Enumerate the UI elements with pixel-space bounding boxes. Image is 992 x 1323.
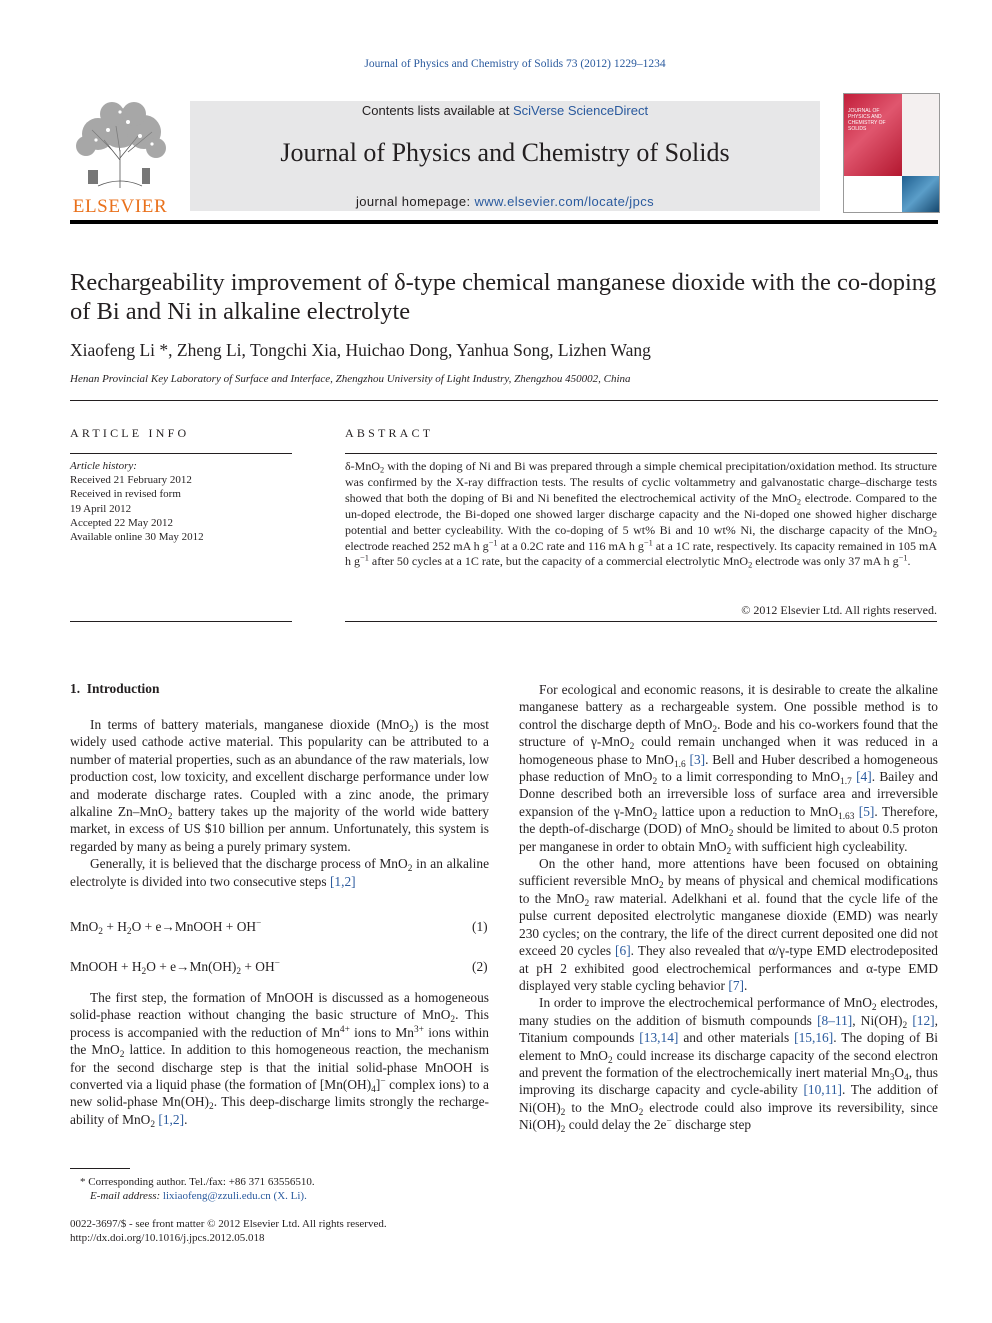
- elsevier-wordmark: ELSEVIER: [72, 196, 168, 217]
- elsevier-logo: [68, 100, 172, 217]
- abstract-bottom-rule: [345, 621, 937, 622]
- article-history: [70, 459, 295, 544]
- article-info-heading: ARTICLE INFO: [70, 426, 190, 440]
- issn-line: 0022-3697/$ - see front matter © 2012 Elsevier Ltd. All rights reserved.: [70, 1218, 387, 1230]
- section-heading: 1. Introduction: [70, 681, 160, 696]
- intro-paragraphs-left: In terms of battery materials, manganese dioxide (MnO$_2$) is the most widely used cathode active material. This popularity can be attributed to a number of material properties, such as an abundance of the raw materials, low production cost, low toxicity, and excellent discharge performance under low and moderate discharge rates. Coupled with a zinc anode, the primary alkaline Zn–MnO$_2$ battery takes up the majority of the world wide battery market, in excess of US $10 billion per annum. Unfortunately, this system is regarded by many as being a purely primary system. Generally, it is believed that the discharge process of MnO$_2$ in an alkaline electrolyte is divided into two consecutive steps [1,2]: [70, 717, 490, 889]
- abstract-text: δ-MnO$_2$ with the doping of Ni and Bi was prepared through a simple chemical precipitation/oxidation method. Its structure was confirmed by the X-ray diffraction tests. The results of cyclic voltammetry and galvanostatic charge–discharge tests showed that both the doping of Bi and Ni benefited the electrochemical activity of the MnO$_2$ electrode. Compared to the un-doped electrode, the Bi-doped one showed larger discharge capacity and the Ni-doped one showed higher discharge potential and better cycleability. With the co-doping of 5 wt% Bi and 10 wt% Ni, the discharge capacity of the MnO$_2$ electrode reached 252 mA h $g^{-1}$ at a 0.2C rate and 116 mA h $g^{-1}$ at a 1C rate, respectively. Its capacity remained in 105 mA h $g^{-1}$ after 50 cycles at a 1C rate, but the capacity of a commercial electrolytic MnO$_2$ electrode was only 37 mA h $g^{-1}$.: [345, 459, 937, 570]
- history-item: Received 21 February 2012: [70, 474, 192, 487]
- equation-2-number: (2): [472, 959, 488, 974]
- sciencedirect-link[interactable]: SciVerse ScienceDirect: [512, 103, 649, 118]
- abstract-heading: ABSTRACT: [345, 426, 434, 440]
- header-rule: [70, 220, 938, 224]
- corresponding-author-note: * Corresponding author. Tel./fax: +86 371 63556510.: [80, 1176, 315, 1188]
- title-rule: [70, 400, 938, 401]
- email-note: E-mail address: lixiaofeng@zzuli.edu.cn (X. Li).: [90, 1190, 307, 1202]
- history-item: Received in revised form: [70, 488, 181, 501]
- journal-title: Journal of Physics and Chemistry of Solids: [280, 138, 730, 167]
- contents-line: Contents lists available at SciVerse ScienceDirect: [361, 103, 649, 118]
- history-item: Available online 30 May 2012: [70, 531, 204, 544]
- elsevier-tree-icon: [68, 100, 172, 190]
- doi-link[interactable]: http://dx.doi.org/10.1016/j.jpcs.2012.05.018: [70, 1232, 265, 1244]
- equation-1-number: (1): [472, 919, 488, 934]
- abstract-rule: [345, 453, 937, 454]
- article-title: Rechargeability improvement of δ-type chemical manganese dioxide with the co-doping of Bi and Ni in alkaline electrolyte: [70, 269, 937, 325]
- history-item: Accepted 22 May 2012: [70, 516, 173, 529]
- homepage-link[interactable]: www.elsevier.com/locate/jpcs: [474, 194, 655, 209]
- intro-paragraph-step: The first step, the formation of MnOOH is discussed as a homogeneous solid-phase reaction without changing the basic structure of MnO$_2$. This process is accompanied with the reduction of $Mn^{4+}$ ions to $Mn^{3+}$ ions within the MnO$_2$ lattice. In addition to this homogeneous reaction, the mechanism for the second discharge step is that the initial solid-phase MnOOH is converted via a liquid phase (the formation of $[Mn(OH)_4]^-$ complex ions) to a new solid-phase $Mn(OH)_2$. This deep-discharge limits strongly the recharge-ability of MnO$_2$ [1,2].: [70, 990, 490, 1130]
- journal-cover: [843, 93, 940, 213]
- history-item: 19 April 2012: [70, 502, 132, 515]
- article-info-bottom-rule: [70, 621, 292, 622]
- footnote-rule: [70, 1168, 130, 1169]
- email-link[interactable]: lixiaofeng@zzuli.edu.cn (X. Li).: [162, 1190, 307, 1202]
- intro-paragraphs-right: For ecological and economic reasons, it is desirable to create the alkaline manganese battery as a rechargeable system. One possible method is to control the discharge depth of MnO$_2$. Bode and his co-workers found that the structure of γ-MnO$_2$ could remain unchanged when it was reduced in a homogeneous phase to MnO$_{1.6}$ [3]. Bell and Huber described a homogeneous phase reduction of MnO$_2$ to a limit corresponding to MnO$_{1.7}$ [4]. Bailey and Donne described both an irreversible loss of surface area and irreversible expansion of the γ-MnO$_2$ lattice upon a reduction to MnO$_{1.63}$ [5]. Therefore, the depth-of-discharge (DOD) of MnO$_2$ should be limited to about 0.5 proton per manganese in order to obtain MnO$_2$ with sufficient high cycleability. On the other hand, more attentions have been focused on obtaining sufficient reversible MnO$_2$ by means of physical and chemical modifications to the MnO$_2$ raw material. Adelkhani et al. found that the cycle life of the pulse current deposited electrolytic manganese dioxide (EMD) was nearly 230 cycles; on the contrary, the life of the direct current deposited one did not exceed 20 cycles [6]. They also revealed that α/γ-type EMD electrodeposited at pH 2 exhibited good electrochemical performances and α-type EMD displayed very stable cycling behavior [7]. In order to improve the electrochemical performance of MnO$_2$ electrodes, many studies on the addition of bismuth compounds [8–11], $Ni(OH)_2$ [12], Titanium compounds [13,14] and other materials [15,16]. The doping of Bi element to MnO$_2$ could increase its discharge capacity of the second electron and prevent the formation of the electrochemically inert material $Mn_3O_4$, thus improving its discharge capacity and cycle-ability [10,11]. The addition of $Ni(OH)_2$ to the MnO$_2$ electrode could also improve its reversibility, since $Ni(OH)_2$ could delay the 2e− discharge step: [519, 682, 939, 1135]
- article-info-rule: [70, 453, 292, 454]
- equation-1: $MnO_2 + H_2O$ + e→MnOOH + OH−: [70, 918, 262, 937]
- copyright-notice: © 2012 Elsevier Ltd. All rights reserved.: [741, 603, 937, 617]
- journal-reference[interactable]: Journal of Physics and Chemistry of Solids 73 (2012) 1229–1234: [364, 58, 666, 70]
- homepage-line: journal homepage: www.elsevier.com/locate/jpcs: [355, 194, 655, 209]
- affiliation: Henan Provincial Key Laboratory of Surface and Interface, Zhengzhou University of Light Industry, Zhengzhou 450002, China: [70, 373, 631, 385]
- history-label: Article history:: [70, 460, 137, 472]
- equation-2: MnOOH + $H_2O + e\to Mn(OH)_2 + OH^-$: [70, 958, 280, 977]
- author-list: Xiaofeng Li *, Zheng Li, Tongchi Xia, Huichao Dong, Yanhua Song, Lizhen Wang: [70, 340, 651, 360]
- cover-title: JOURNAL OF PHYSICS AND CHEMISTRY OF SOLIDS: [848, 108, 886, 132]
